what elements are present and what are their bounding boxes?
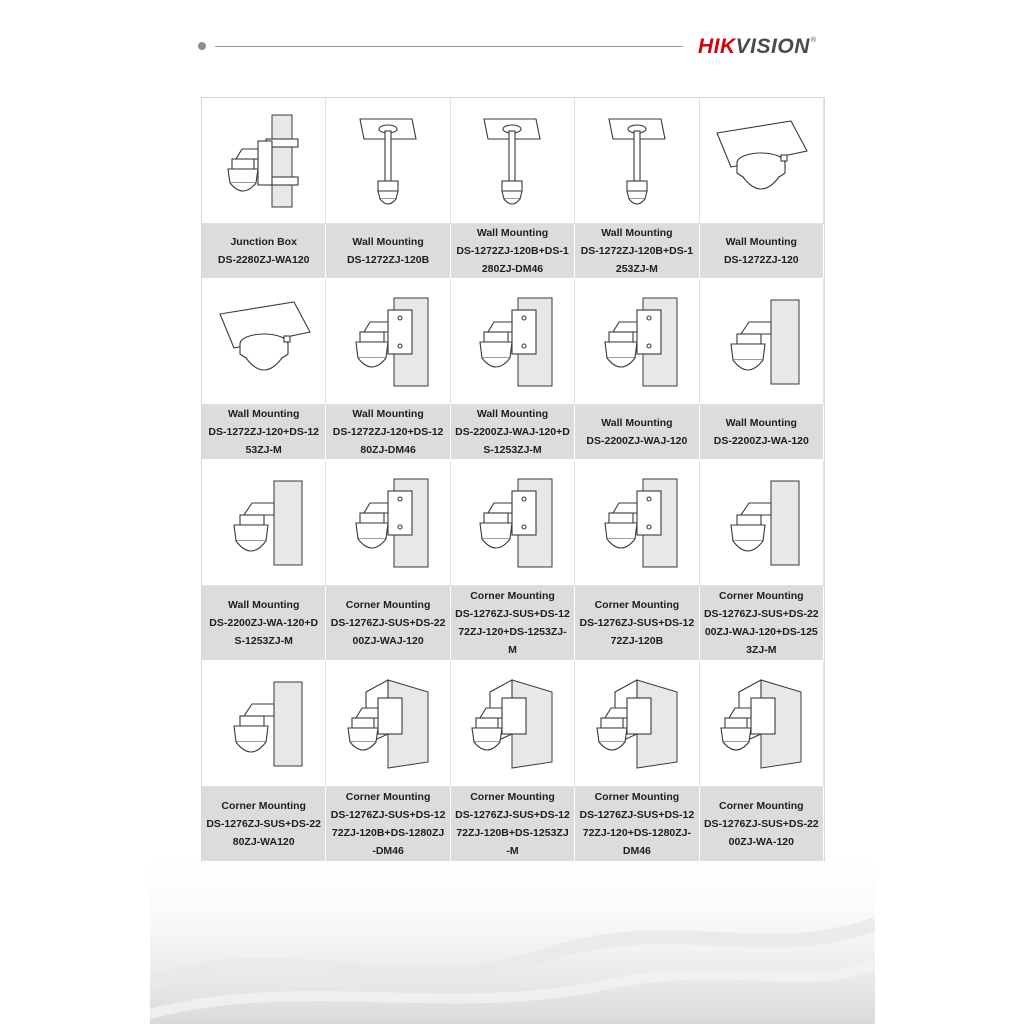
product-title: Junction Box: [230, 236, 297, 248]
wall-bracket-box-icon: [462, 292, 562, 392]
catalog-page: [150, 0, 875, 1024]
product-label-14: [575, 586, 699, 661]
product-label-4: [575, 224, 699, 279]
product-image-17: [326, 661, 450, 787]
product-model-code: DS-2200ZJ-WAJ-120+DS-1253ZJ-M: [455, 426, 570, 456]
product-model-code: DS-2280ZJ-WA120: [217, 254, 310, 266]
ceiling-flush-dome-icon: [214, 292, 314, 392]
product-model-code: DS-1272ZJ-120B+DS-1280ZJ-DM46: [456, 245, 569, 275]
product-image-18: [451, 661, 575, 787]
wall-bracket-box-icon: [587, 473, 687, 573]
product-label-6: [202, 405, 326, 460]
product-model-code: DS-1276ZJ-SUS+DS-2200ZJ-WAJ-120: [330, 617, 446, 647]
hikvision-logo: [698, 33, 838, 59]
product-label-19: [575, 787, 699, 862]
product-title: Wall Mounting: [352, 408, 424, 420]
product-model-code: DS-2200ZJ-WA-120: [713, 435, 809, 447]
product-image-8: [451, 279, 575, 405]
product-model-code: DS-1272ZJ-120+DS-1253ZJ-M: [208, 426, 319, 456]
product-label-2: [326, 224, 450, 279]
product-title: Corner Mounting: [719, 800, 804, 812]
product-model-code: DS-1276ZJ-SUS+DS-1272ZJ-120B+DS-1280ZJ-DM46: [330, 809, 446, 857]
product-title: Corner Mounting: [719, 590, 804, 602]
product-image-2: [326, 98, 450, 224]
wall-bracket-icon: [214, 473, 314, 573]
product-image-14: [575, 460, 699, 586]
product-title: Wall Mounting: [476, 408, 549, 420]
product-model-code: DS-1272ZJ-120+DS-1280ZJ-DM46: [332, 426, 444, 456]
product-title: Wall Mounting: [228, 408, 300, 420]
product-label-16: [202, 787, 326, 862]
product-label-17: [326, 787, 450, 862]
corner-mount-icon: [711, 674, 811, 774]
ceiling-flush-dome-icon: [711, 111, 811, 211]
product-label-8: [451, 405, 575, 460]
product-model-code: DS-1276ZJ-SUS+DS-2200ZJ-WAJ-120+DS-1253ZJ-M: [703, 608, 819, 656]
wall-bracket-icon: [214, 674, 314, 774]
product-label-7: [326, 405, 450, 460]
wall-bracket-icon: [711, 473, 811, 573]
product-image-15: [700, 460, 824, 586]
product-label-5: [700, 224, 824, 279]
product-image-7: [326, 279, 450, 405]
product-image-20: [700, 661, 824, 787]
product-model-code: DS-2200ZJ-WAJ-120: [586, 435, 688, 447]
product-label-13: [451, 586, 575, 661]
product-title: Corner Mounting: [345, 791, 431, 803]
product-label-20: [700, 787, 824, 862]
product-model-code: DS-1272ZJ-120B: [346, 254, 430, 266]
corner-mount-icon: [462, 674, 562, 774]
background-wave-decoration: [150, 844, 875, 1024]
product-image-16: [202, 661, 326, 787]
wall-bracket-box-icon: [338, 292, 438, 392]
wall-bracket-box-icon: [462, 473, 562, 573]
product-model-code: DS-1276ZJ-SUS+DS-1272ZJ-120+DS-1280ZJ-DM46: [579, 809, 695, 857]
product-image-13: [451, 460, 575, 586]
product-title: Corner Mounting: [470, 590, 555, 602]
accessory-grid: [201, 97, 825, 862]
product-title: Wall Mounting: [725, 417, 797, 429]
product-image-12: [326, 460, 450, 586]
product-label-18: [451, 787, 575, 862]
corner-mount-icon: [587, 674, 687, 774]
wall-bracket-box-icon: [587, 292, 687, 392]
product-image-6: [202, 279, 326, 405]
product-image-9: [575, 279, 699, 405]
header-bullet-dot: [198, 42, 206, 50]
corner-mount-icon: [338, 674, 438, 774]
product-title: Wall Mounting: [228, 599, 300, 611]
product-title: Wall Mounting: [352, 236, 424, 248]
product-title: Wall Mounting: [725, 236, 797, 248]
wall-bracket-box-icon: [338, 473, 438, 573]
product-model-code: DS-1276ZJ-SUS+DS-2200ZJ-WA-120: [703, 818, 819, 848]
product-label-12: [326, 586, 450, 661]
pendant-mount-icon: [462, 111, 562, 211]
header-divider-line: [215, 46, 683, 47]
wall-bracket-icon: [711, 292, 811, 392]
product-model-code: DS-1276ZJ-SUS+DS-2280ZJ-WA120: [206, 818, 322, 848]
pole-mount-junction-box-icon: [214, 111, 314, 211]
product-model-code: DS-1276ZJ-SUS+DS-1272ZJ-120B+DS-1253ZJ-M: [455, 809, 570, 857]
product-model-code: DS-1276ZJ-SUS+DS-1272ZJ-120B: [579, 617, 695, 647]
product-title: Wall Mounting: [601, 417, 673, 429]
product-model-code: DS-2200ZJ-WA-120+DS-1253ZJ-M: [209, 617, 319, 647]
product-image-3: [451, 98, 575, 224]
pendant-mount-icon: [338, 111, 438, 211]
product-image-10: [700, 279, 824, 405]
logo-text-dark: VISION: [735, 34, 810, 58]
product-label-11: [202, 586, 326, 661]
product-model-code: DS-1276ZJ-SUS+DS-1272ZJ-120+DS-1253ZJ-M: [455, 608, 570, 656]
registered-mark: ®: [810, 37, 817, 44]
product-model-code: DS-1272ZJ-120B+DS-1253ZJ-M: [580, 245, 694, 275]
product-label-9: [575, 405, 699, 460]
product-title: Corner Mounting: [594, 791, 680, 803]
product-image-4: [575, 98, 699, 224]
product-title: Corner Mounting: [470, 791, 555, 803]
product-title: Corner Mounting: [345, 599, 431, 611]
product-image-19: [575, 661, 699, 787]
product-image-1: [202, 98, 326, 224]
product-image-11: [202, 460, 326, 586]
product-model-code: DS-1272ZJ-120: [723, 254, 799, 266]
product-title: Wall Mounting: [601, 227, 673, 239]
product-title: Corner Mounting: [594, 599, 680, 611]
product-label-3: [451, 224, 575, 279]
product-label-1: [202, 224, 326, 279]
product-label-15: [700, 586, 824, 661]
pendant-mount-icon: [587, 111, 687, 211]
product-label-10: [700, 405, 824, 460]
logo-text-red: HIK: [698, 34, 736, 58]
product-title: Corner Mounting: [221, 800, 306, 812]
product-title: Wall Mounting: [476, 227, 549, 239]
product-image-5: [700, 98, 824, 224]
